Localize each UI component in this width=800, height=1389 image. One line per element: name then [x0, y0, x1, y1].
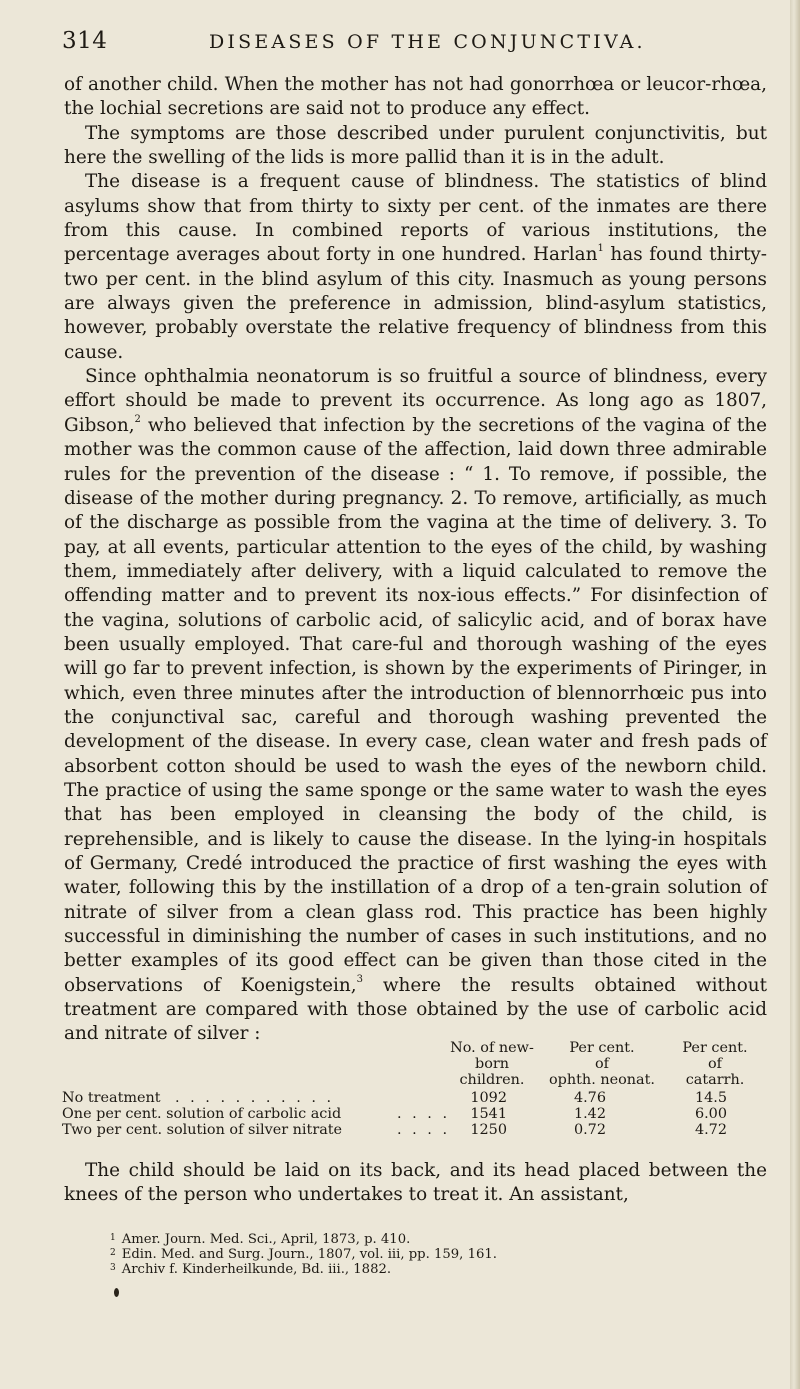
- paragraph: [64, 365, 767, 1047]
- footnote: [110, 1233, 710, 1248]
- cell-newborn: 1092: [470, 1090, 507, 1106]
- page-edge-shadow: [790, 0, 800, 1389]
- footnote-text: Archiv f. Kinderheilkunde, Bd. iii., 1882.: [121, 1262, 392, 1277]
- body-text-continued: [64, 1159, 767, 1208]
- row-label: No treatment: [62, 1090, 161, 1106]
- paragraph: [64, 170, 767, 365]
- cell-catarrh: 14.5: [694, 1090, 727, 1106]
- leader-dots: . . . .: [397, 1122, 451, 1138]
- page-header: [62, 28, 762, 58]
- text-run: who believed that infection by the secretions of the vagina of the mother was the common cause of the affection, laid down three admirable rules for the prevention of the disease : “ 1. To remove, if possible, the disease of the mother during pregnancy. 2. To remove, artificially, as much of the discharge as possible from the vagina at the time of delivery. 3. To pay, at all events, particular attention to the eyes of the child, by washing them, immediately after delivery, with a liquid calculated to remove the offending matter and to prevent its nox-ious effects.” For disinfection of the vagina, solutions of carbolic acid, of salicylic acid, and of borax have been usually employed. That care-ful and thorough washing of the eyes will go far to prevent infection, is shown by the experiments of Piringer, in which, even three minutes after the introduction of blennorrhœic pus into the conjunctival sac, careful and thorough washing prevented the development of the disease. In every case, clean water and fresh pads of absorbent cotton should be used to wash the eyes of the newborn child. The practice of using the same sponge or the same water to wash the eyes that has been employed in cleansing the body of the child, is reprehensible, and is likely to cause the disease. In the lying-in hospitals of Germany, Credé introduced the practice of first washing the eyes with water, following this by the instillation of a drop of a ten-grain solution of nitrate of silver from a clean glass rod. This practice has been highly successful in diminishing the number of cases in such institutions, and no better examples of its good effect can be given than those cited in the observations of Koenigstein,: [64, 414, 767, 996]
- text-run: where the results obtained without treatment are compared with those obtained by the use of carbolic acid and nitrate of silver :: [64, 974, 767, 1045]
- footnote-text: Amer. Journ. Med. Sci., April, 1873, p. 410.: [121, 1232, 411, 1247]
- text-run: has found thirty-two per cent. in the blind asylum of this city. Inasmuch as young persons are always given the preference in admission, blind-asylum statistics, however, probably overstate the relative frequency of blindness from this cause.: [64, 244, 767, 363]
- table-row: [62, 1090, 774, 1106]
- cell-newborn: 1541: [470, 1106, 507, 1122]
- text-run: of another child. When the mother has not had gonorrhœa or leucor-rhœa, the lochial secretions are said not to produce any effect.: [64, 74, 767, 120]
- row-label: Two per cent. solution of silver nitrate: [62, 1122, 343, 1138]
- row-label: One per cent. solution of carbolic acid: [62, 1106, 342, 1122]
- footnote-ref: 2: [134, 413, 141, 425]
- column-header-ophth: Per cent. of ophth. neonat.: [549, 1040, 655, 1088]
- paragraph: The child should be laid on its back, and its head placed between the knees of the person who undertakes to treat it. An assistant,: [64, 1160, 767, 1206]
- text-run: The symptoms are those described under purulent conjunctivitis, but here the swelling of the lids is more pallid than it is in the adult.: [64, 122, 767, 169]
- leader-dots: . . . .: [397, 1106, 451, 1122]
- footnote-mark: 3: [110, 1263, 116, 1273]
- cell-catarrh: 6.00: [694, 1106, 727, 1122]
- cell-catarrh: 4.72: [694, 1122, 727, 1138]
- footnotes: [110, 1233, 710, 1278]
- column-header-catarrh: Per cent. of catarrh.: [682, 1040, 748, 1088]
- footnote-ref: 1: [597, 243, 604, 255]
- table-row: [62, 1122, 774, 1138]
- ink-blot: [114, 1288, 119, 1297]
- paragraph: [64, 122, 767, 171]
- footnote-text: Edin. Med. and Surg. Journ., 1807, vol. iii, pp. 159, 161.: [121, 1247, 497, 1262]
- footnote-mark: 1: [110, 1233, 116, 1243]
- footnote: [110, 1263, 710, 1278]
- table-header: [62, 1040, 774, 1090]
- footnote: [110, 1248, 710, 1263]
- page-number: 314: [62, 28, 108, 54]
- cell-newborn: 1250: [470, 1122, 507, 1138]
- paragraph: [64, 73, 767, 122]
- cell-ophth: 0.72: [573, 1122, 606, 1138]
- cell-ophth: 1.42: [573, 1106, 606, 1122]
- running-head: DISEASES OF THE CONJUNCTIVA.: [209, 31, 646, 53]
- body-text: [64, 73, 767, 1047]
- cell-ophth: 4.76: [573, 1090, 606, 1106]
- footnote-mark: 2: [110, 1248, 116, 1258]
- footnote-ref: 3: [356, 973, 363, 985]
- leader-dots: . . . . . . . . . . .: [175, 1090, 335, 1106]
- table-row: [62, 1106, 774, 1122]
- text-run: Since ophthalmia neonatorum is so fruitful a source of blindness, every effort should be made to prevent its occurrence. As long ago as 1807, Gibson,: [64, 366, 767, 436]
- text-run: The disease is a frequent cause of blindness. The statistics of blind asylums show that from thirty to sixty per cent. of the inmates are there from this cause. In combined reports of various institutions, the percentage averages about forty in one hundred. Harlan: [64, 171, 767, 266]
- column-header-newborn: No. of new- born children.: [450, 1040, 534, 1088]
